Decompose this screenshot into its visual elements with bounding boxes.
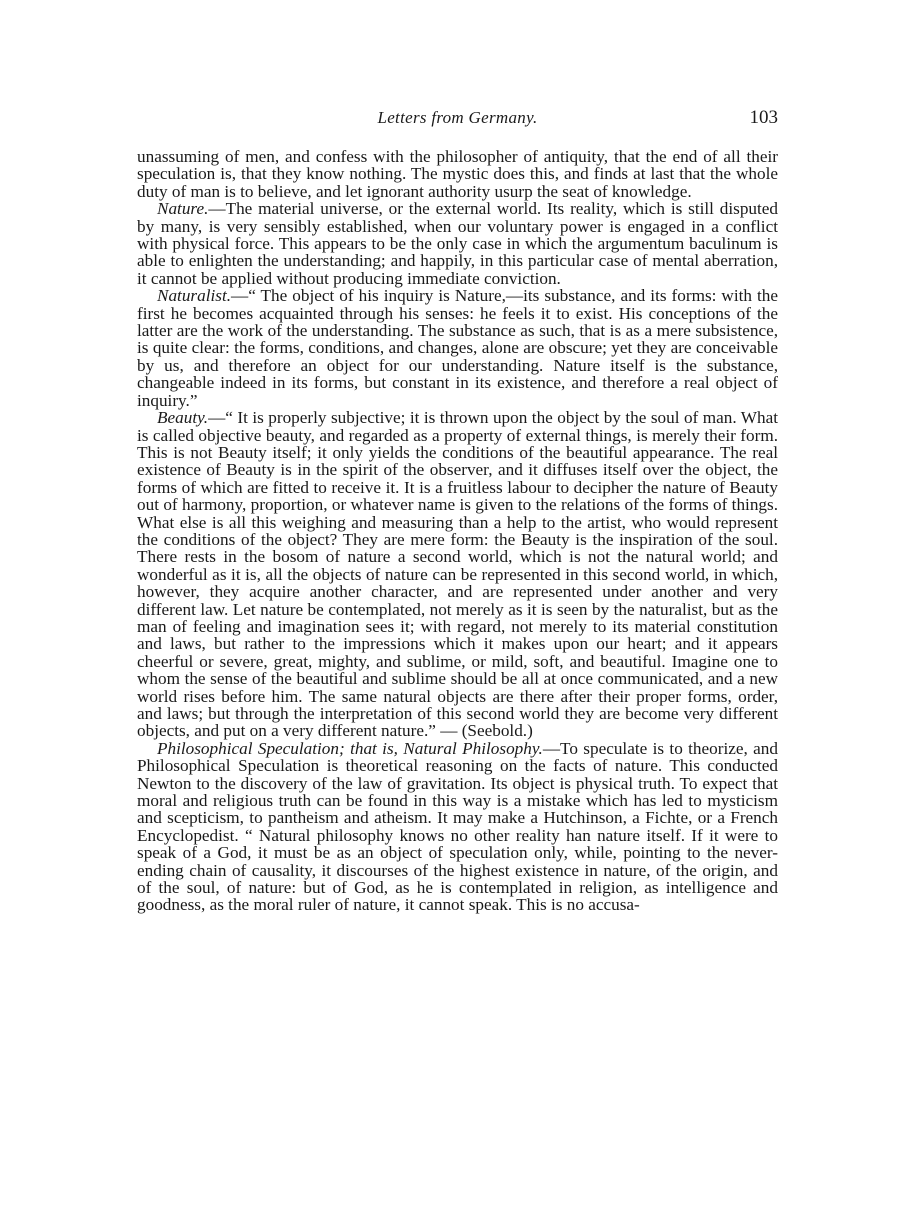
paragraph-naturalist — [137, 287, 778, 409]
paragraph-text: unassuming of men, and confess with the philosopher of antiquity, that the end of all their speculation is, that they know nothing. The mystic does this, and finds at last that the whole duty of man is to believe, and let ignorant authority usurp the seat of knowledge. — [137, 147, 778, 201]
paragraph-text: —The material universe, or the external world. Its reality, which is still disputed by many, is very sensibly established, when our voluntary power is engaged in a conflict with physical force. This appears to be the only case in which the argumentum baculinum is able to enlighten the understanding; and happily, in this particular case of mental aberration, it cannot be applied without producing immediate conviction. — [137, 199, 778, 288]
paragraph-beauty — [137, 409, 778, 740]
paragraph-text: —“ It is properly subjective; it is thrown upon the object by the soul of man. What is called objective beauty, and regarded as a property of external things, is merely their form. This is not Beauty itself; it only yields the conditions of the beautiful appearance. The real existence of Beauty is in the spirit of the observer, and it diffuses itself over the object, the forms of which are fitted to receive it. It is a fruitless labour to decipher the nature of Beauty out of harmony, proportion, or whatever name is given to the relations of the forms of things. What else is all this weighing and measuring than a help to the artist, who would represent the conditions of the object? They are mere form: the Beauty is the inspiration of the soul. There rests in the bosom of nature a second world, which is not the natural world; and wonderful as it is, all the objects of nature can be represented in this second world, in which, however, they acquire another character, and are represented under another and very different law. Let nature be contemplated, not merely as it is seen by the naturalist, but as the man of feeling and imagination sees it; with regard, not merely to its material constitution and laws, but rather to the impressions which it makes upon our heart; and it appears cheerful or severe, great, mighty, and sublime, or mild, soft, and beautiful. Imagine one to whom the sense of the beautiful and sublime should be all at once communicated, and a new world rises before him. The same natural objects are there after their proper forms, order, and laws; but through the interpretation of this second world they are become very different objects, and put on a very different nature.” — (Seebold.) — [137, 408, 778, 741]
running-head — [137, 108, 778, 134]
paragraph-text: —To speculate is to theorize, and Philosophical Speculation is theoretical reasoning on the facts of nature. This conducted Newton to the discovery of the law of gravitation. Its object is physical truth. To expect that moral and religious truth can be found in this way is a mistake which has led to mysticism and scepticism, to pantheism and atheism. It may make a Hutchinson, a Fichte, or a French Encyclopedist. “ Natural philosophy knows no other reality han nature itself. If it were to speak of a God, it must be as an object of speculation only, while, pointing to the never-ending chain of causality, it discourses of the highest existence in nature, of the origin, and of the soul, of nature: but of God, as he is contemplated in religion, as intelligence and goodness, as the moral ruler of nature, it cannot speak. This is no accusa- — [137, 738, 778, 915]
entry-term: Nature. — [157, 199, 209, 219]
paragraph-philosophical-speculation — [137, 740, 778, 914]
entry-term: Naturalist. — [157, 286, 232, 306]
paragraph-nature — [137, 200, 778, 287]
page-number: 103 — [749, 107, 778, 128]
entry-term: Philosophical Speculation; that is, Natural Philosophy. — [157, 738, 543, 758]
entry-term: Beauty. — [157, 408, 209, 428]
paragraph-continuation — [137, 148, 778, 200]
book-page — [137, 108, 778, 914]
paragraph-text: —“ The object of his inquiry is Nature,—its substance, and its forms: with the first he becomes acquainted through his senses: he feels it to exist. His conceptions of the latter are the work of the understanding. The substance as such, that is as a mere subsistence, is quite clear: the forms, conditions, and changes, alone are obscure; yet they are conceivable by us, and therefore an object for our understanding. Nature itself is the substance, changeable indeed in its forms, but constant in its existence, and therefore a real object of inquiry.” — [137, 286, 778, 410]
body-text — [137, 148, 778, 914]
running-title: Letters from Germany. — [377, 108, 538, 127]
